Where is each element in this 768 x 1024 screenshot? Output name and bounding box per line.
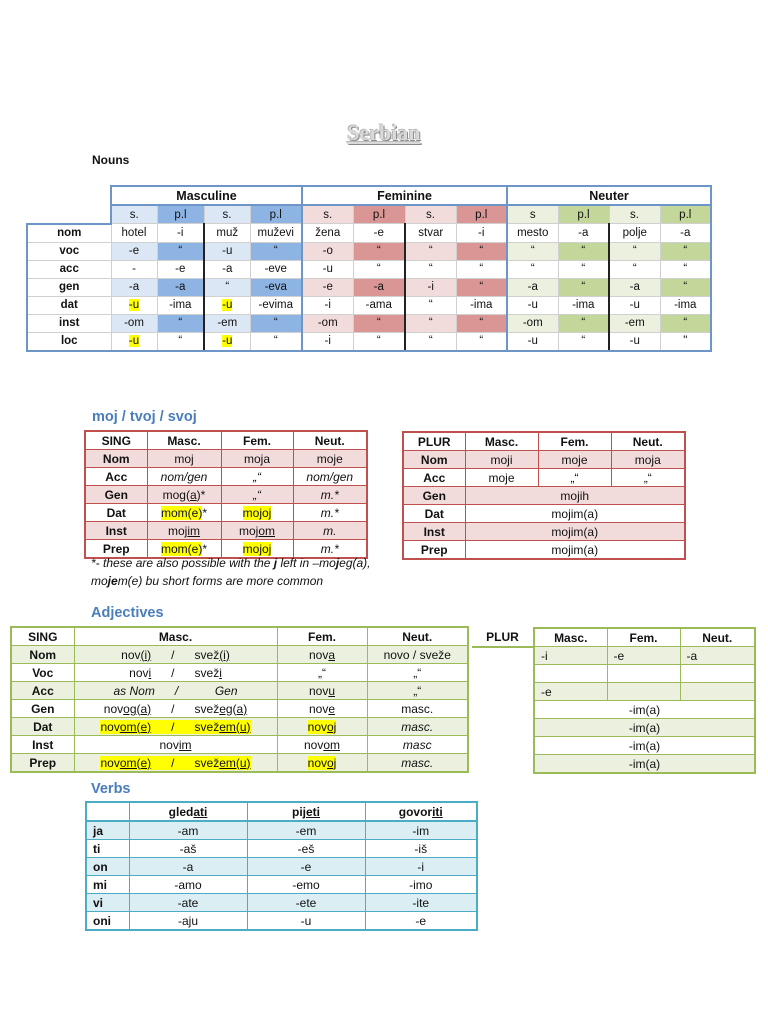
noun-row-nom: [27, 224, 711, 243]
noun-cell: “: [507, 260, 558, 278]
cell: masc.: [367, 700, 468, 718]
table-row: [472, 719, 755, 737]
noun-cell: -i: [157, 224, 204, 243]
col-header: SING: [11, 627, 74, 646]
cell: mojim(a): [465, 523, 685, 541]
case-label: Inst: [403, 523, 465, 541]
cell: novom(e) / svežem(u): [74, 754, 277, 773]
noun-cell: “: [405, 260, 456, 278]
cell: mojoj: [221, 540, 293, 559]
col-header: [86, 802, 129, 821]
noun-cell: “: [157, 332, 204, 351]
cell: nove: [277, 700, 367, 718]
col-header: PLUR: [472, 628, 534, 647]
noun-cell: muž: [204, 224, 250, 243]
case-label: acc: [27, 260, 111, 278]
cell: -i: [534, 647, 607, 665]
verb-ending: -i: [365, 858, 477, 876]
cell: „“: [611, 469, 685, 487]
col-header: Masc.: [465, 432, 538, 451]
table-row: [11, 736, 468, 754]
pronoun-label: ja: [86, 821, 129, 840]
noun-cell: -a: [558, 224, 609, 243]
cell: mojoj: [221, 504, 293, 522]
col-header: Fem.: [538, 432, 611, 451]
case-label: Acc: [85, 468, 147, 486]
cell: moj: [147, 450, 221, 468]
noun-cell: -i: [302, 296, 353, 314]
cell: m.*: [293, 504, 367, 522]
pronoun-label: mi: [86, 876, 129, 894]
noun-cell: -ama: [353, 296, 405, 314]
cell: mom(e)*: [147, 540, 221, 559]
noun-cell: -evima: [250, 296, 302, 314]
cell: masc.: [367, 718, 468, 736]
cell: -e: [534, 683, 607, 701]
noun-cell: -om: [111, 314, 157, 332]
table-row: [85, 450, 367, 468]
noun-cell: “: [660, 260, 711, 278]
case-label: Acc: [403, 469, 465, 487]
noun-cell: -u: [111, 296, 157, 314]
case-label: Dat: [11, 718, 74, 736]
noun-cell: -u: [609, 296, 660, 314]
noun-cell: “: [353, 314, 405, 332]
case-label: Nom: [403, 451, 465, 469]
case-label: inst: [27, 314, 111, 332]
case-label: loc: [27, 332, 111, 351]
verb-row: [86, 821, 477, 840]
col-header: Neut.: [611, 432, 685, 451]
cell: „“: [221, 468, 293, 486]
table-row: [472, 665, 755, 683]
noun-row-loc: [27, 332, 711, 351]
subheader-cell: s.: [609, 205, 660, 224]
noun-cell: “: [660, 242, 711, 260]
col-header: Masc.: [534, 628, 607, 647]
noun-cell: -a: [660, 224, 711, 243]
verb-row: [86, 876, 477, 894]
noun-cell: “: [507, 242, 558, 260]
noun-cell: -om: [507, 314, 558, 332]
case-label: Inst: [11, 736, 74, 754]
col-header: Fem.: [221, 431, 293, 450]
cell: novoj: [277, 718, 367, 736]
verb-ending: -amo: [129, 876, 247, 894]
table-row: [11, 646, 468, 664]
cell: moje: [538, 451, 611, 469]
verb-ending: -em: [247, 821, 365, 840]
noun-row-gen: [27, 278, 711, 296]
noun-row-dat: [27, 296, 711, 314]
verb-ending: -im: [365, 821, 477, 840]
cell: novim: [74, 736, 277, 754]
noun-cell: -e: [302, 278, 353, 296]
subheader-cell: p.l: [456, 205, 507, 224]
noun-cell: -u: [609, 332, 660, 351]
cell: masc.: [367, 754, 468, 773]
cell: moja: [221, 450, 293, 468]
table-row: [11, 754, 468, 773]
nouns-heading: Nouns: [92, 153, 130, 167]
case-label: Gen: [11, 700, 74, 718]
noun-cell: “: [609, 242, 660, 260]
noun-cell: -ima: [558, 296, 609, 314]
cell: mojim(a): [465, 505, 685, 523]
cell: nom/gen: [147, 468, 221, 486]
cell: mog(a)*: [147, 486, 221, 504]
col-header: Masc.: [74, 627, 277, 646]
table-row: [85, 468, 367, 486]
noun-cell: “: [456, 242, 507, 260]
table-row: [472, 737, 755, 755]
case-label: Prep: [85, 540, 147, 559]
noun-cell: “: [456, 314, 507, 332]
noun-cell: -a: [157, 278, 204, 296]
noun-cell: -ima: [456, 296, 507, 314]
noun-row-inst: [27, 314, 711, 332]
verb-ending: -e: [247, 858, 365, 876]
verb-gledati: gledati: [129, 802, 247, 821]
noun-cell: “: [157, 314, 204, 332]
noun-cell: stvar: [405, 224, 456, 243]
pronouns-plur-table: [402, 431, 686, 560]
pronouns-heading: moj / tvoj / svoj: [92, 409, 197, 425]
noun-cell: -e: [157, 260, 204, 278]
verb-ending: -ate: [129, 894, 247, 912]
noun-cell: -a: [204, 260, 250, 278]
gender-neuter: Neuter: [507, 186, 711, 205]
noun-cell: “: [353, 242, 405, 260]
verb-ending: -u: [247, 912, 365, 931]
subheader-cell: s.: [111, 205, 157, 224]
noun-cell: “: [558, 260, 609, 278]
pronoun-label: ti: [86, 840, 129, 858]
verb-ending: -aš: [129, 840, 247, 858]
cell: „“: [367, 682, 468, 700]
noun-cell: “: [660, 278, 711, 296]
case-label: Dat: [403, 505, 465, 523]
noun-row-voc: [27, 242, 711, 260]
verb-row: [86, 858, 477, 876]
cell: novoj: [277, 754, 367, 773]
noun-cell: “: [660, 314, 711, 332]
case-label: Nom: [11, 646, 74, 664]
nouns-subheader-row: [27, 205, 711, 224]
noun-cell: -u: [302, 260, 353, 278]
case-label: Dat: [85, 504, 147, 522]
col-header: Neut.: [293, 431, 367, 450]
noun-cell: -u: [204, 296, 250, 314]
noun-cell: -ima: [660, 296, 711, 314]
col-header: Fem.: [607, 628, 680, 647]
cell: novom: [277, 736, 367, 754]
noun-cell: -u: [111, 332, 157, 351]
cell: novo / sveže: [367, 646, 468, 664]
table-row: [403, 523, 685, 541]
cell: „“: [277, 664, 367, 682]
noun-cell: -a: [111, 278, 157, 296]
noun-cell: -o: [302, 242, 353, 260]
gender-masculine: Masculine: [111, 186, 302, 205]
verb-pijeti: pijeti: [247, 802, 365, 821]
cell: nov(i) / svež(i): [74, 646, 277, 664]
noun-row-acc: [27, 260, 711, 278]
case-label: Gen: [85, 486, 147, 504]
noun-cell: hotel: [111, 224, 157, 243]
noun-cell: “: [353, 332, 405, 351]
cell: as Nom / Gen: [74, 682, 277, 700]
cell: novog(a) / svežeg(a): [74, 700, 277, 718]
table-row: [472, 683, 755, 701]
page-title: Serbian: [347, 120, 421, 145]
cell: novi / sveži: [74, 664, 277, 682]
table-row: [403, 451, 685, 469]
case-label: Voc: [11, 664, 74, 682]
col-header: Fem.: [277, 627, 367, 646]
verb-ending: -ite: [365, 894, 477, 912]
cell: -im(a): [534, 719, 755, 737]
subheader-cell: s.: [204, 205, 250, 224]
col-header: Neut.: [367, 627, 468, 646]
noun-cell: “: [157, 242, 204, 260]
subheader-cell: p.l: [660, 205, 711, 224]
verb-row: [86, 840, 477, 858]
verb-ending: -a: [129, 858, 247, 876]
col-header: Masc.: [147, 431, 221, 450]
noun-cell: -eva: [250, 278, 302, 296]
noun-cell: -u: [204, 242, 250, 260]
noun-cell: “: [405, 242, 456, 260]
cell: m.: [293, 522, 367, 540]
adjectives-heading: Adjectives: [91, 605, 164, 621]
subheader-cell: p.l: [353, 205, 405, 224]
verb-ending: -e: [365, 912, 477, 931]
verb-ending: -ete: [247, 894, 365, 912]
noun-cell: “: [250, 314, 302, 332]
cell: moje: [293, 450, 367, 468]
cell: nova: [277, 646, 367, 664]
noun-cell: “: [609, 260, 660, 278]
verb-row: [86, 912, 477, 931]
cell: moji: [465, 451, 538, 469]
cell: novu: [277, 682, 367, 700]
table-row: [472, 755, 755, 774]
cell: „“: [221, 486, 293, 504]
cell: „“: [367, 664, 468, 682]
noun-cell: “: [204, 278, 250, 296]
case-label: Inst: [85, 522, 147, 540]
noun-cell: “: [250, 242, 302, 260]
noun-cell: -ima: [157, 296, 204, 314]
table-row: [85, 504, 367, 522]
pronoun-label: on: [86, 858, 129, 876]
noun-cell: -a: [609, 278, 660, 296]
subheader-cell: s.: [302, 205, 353, 224]
cell: mom(e)*: [147, 504, 221, 522]
noun-cell: -em: [204, 314, 250, 332]
adjectives-plur-table: [472, 627, 756, 774]
noun-cell: -u: [204, 332, 250, 351]
noun-cell: “: [405, 332, 456, 351]
noun-cell: -i: [405, 278, 456, 296]
noun-cell: “: [456, 278, 507, 296]
cell: „“: [538, 469, 611, 487]
verbs-heading: Verbs: [91, 781, 131, 797]
case-label: voc: [27, 242, 111, 260]
subheader-cell: p.l: [250, 205, 302, 224]
case-label: Nom: [85, 450, 147, 468]
gender-feminine: Feminine: [302, 186, 507, 205]
noun-cell: ": [660, 332, 711, 351]
pronoun-label: oni: [86, 912, 129, 931]
noun-cell: “: [558, 242, 609, 260]
verb-ending: -aju: [129, 912, 247, 931]
noun-cell: -i: [302, 332, 353, 351]
table-row: [11, 682, 468, 700]
table-row: [472, 701, 755, 719]
case-label: Prep: [11, 754, 74, 773]
noun-cell: “: [250, 332, 302, 351]
verb-row: [86, 894, 477, 912]
case-label: dat: [27, 296, 111, 314]
verb-govoriti: govoriti: [365, 802, 477, 821]
pronouns-sing-table: [84, 430, 368, 559]
subheader-cell: s.: [405, 205, 456, 224]
cell: -e: [607, 647, 680, 665]
noun-cell: -i: [456, 224, 507, 243]
cell: m.*: [293, 486, 367, 504]
col-header: PLUR: [403, 432, 465, 451]
noun-cell: žena: [302, 224, 353, 243]
noun-cell: -u: [507, 332, 558, 351]
cell: mojim: [147, 522, 221, 540]
noun-cell: “: [558, 332, 609, 351]
case-label: Prep: [403, 541, 465, 560]
cell: m.*: [293, 540, 367, 559]
cell: moje: [465, 469, 538, 487]
subheader-cell: p.l: [157, 205, 204, 224]
verb-ending: -iš: [365, 840, 477, 858]
pronouns-footnote: *- these are also possible with the j left in –mojeg(a), mojem(e) bu short forms are more common: [91, 556, 371, 588]
table-row: [11, 718, 468, 736]
cell: mojim(a): [465, 541, 685, 560]
verbs-table: [85, 801, 478, 931]
subheader-cell: p.l: [558, 205, 609, 224]
noun-cell: “: [456, 260, 507, 278]
noun-cell: muževi: [250, 224, 302, 243]
case-label: gen: [27, 278, 111, 296]
cell: -a: [680, 647, 755, 665]
cell: masc: [367, 736, 468, 754]
cell: nom/gen: [293, 468, 367, 486]
case-label: Acc: [11, 682, 74, 700]
table-row: [85, 522, 367, 540]
noun-cell: -em: [609, 314, 660, 332]
adjectives-sing-table: [10, 626, 469, 773]
noun-cell: -a: [353, 278, 405, 296]
table-row: [11, 700, 468, 718]
col-header: SING: [85, 431, 147, 450]
col-header: Neut.: [680, 628, 755, 647]
noun-cell: “: [558, 278, 609, 296]
noun-cell: “: [456, 332, 507, 351]
verb-ending: -am: [129, 821, 247, 840]
case-label: nom: [27, 224, 111, 243]
noun-cell: “: [405, 314, 456, 332]
noun-cell: -a: [507, 278, 558, 296]
noun-cell: -: [111, 260, 157, 278]
table-row: [403, 541, 685, 560]
verb-ending: -eš: [247, 840, 365, 858]
noun-cell: “: [353, 260, 405, 278]
pronoun-label: vi: [86, 894, 129, 912]
cell: moja: [611, 451, 685, 469]
cell: mojih: [465, 487, 685, 505]
noun-cell: -om: [302, 314, 353, 332]
cell: -im(a): [534, 737, 755, 755]
cell: mojom: [221, 522, 293, 540]
noun-cell: polje: [609, 224, 660, 243]
cell: -im(a): [534, 755, 755, 774]
table-row: [11, 664, 468, 682]
noun-cell: mesto: [507, 224, 558, 243]
table-row: [85, 486, 367, 504]
table-row: [472, 647, 755, 665]
noun-cell: -u: [507, 296, 558, 314]
nouns-table: [26, 185, 712, 352]
table-row: [403, 487, 685, 505]
cell: novom(e) / svežem(u): [74, 718, 277, 736]
noun-cell: “: [558, 314, 609, 332]
verb-ending: -imo: [365, 876, 477, 894]
verb-ending: -emo: [247, 876, 365, 894]
noun-cell: “: [405, 296, 456, 314]
table-row: [403, 469, 685, 487]
noun-cell: -e: [353, 224, 405, 243]
cell: -im(a): [534, 701, 755, 719]
noun-cell: -eve: [250, 260, 302, 278]
subheader-cell: s: [507, 205, 558, 224]
table-row: [403, 505, 685, 523]
noun-cell: -e: [111, 242, 157, 260]
case-label: Gen: [403, 487, 465, 505]
